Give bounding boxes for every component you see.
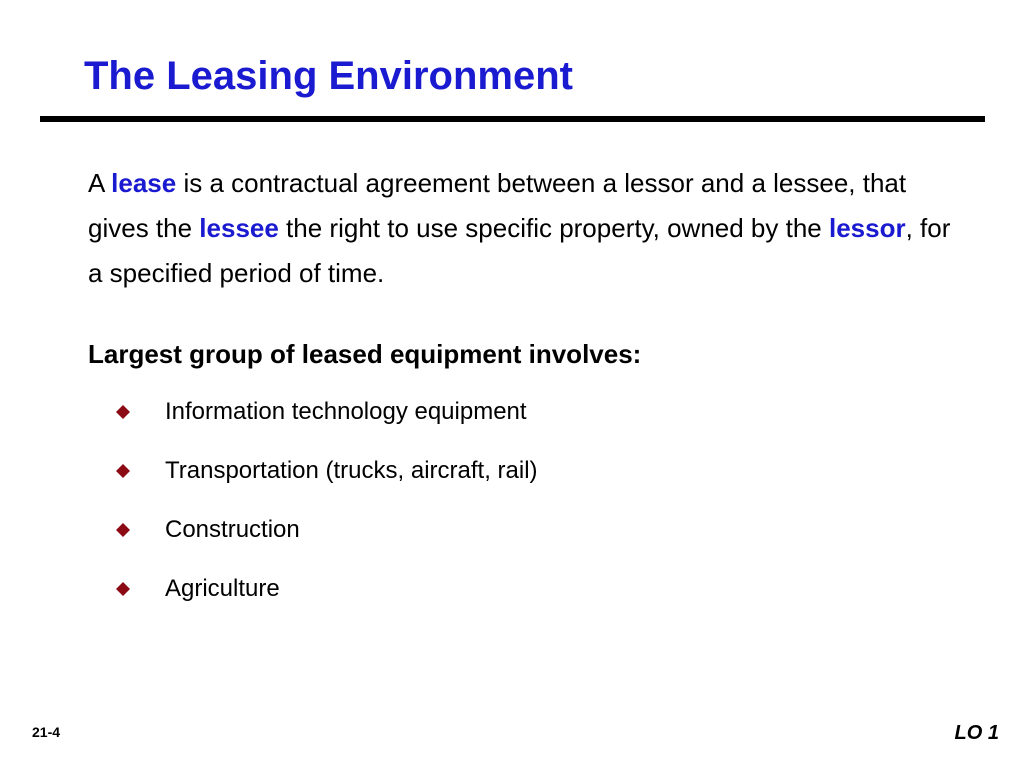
list-item: [113, 450, 538, 509]
section-heading: Largest group of leased equipment involves:: [88, 339, 642, 369]
key-term-lease: lease: [111, 168, 177, 198]
key-term-lessee: lessee: [199, 213, 279, 243]
diamond-icon: [116, 464, 130, 478]
intro-text-2: is a contractual agreement between a lessor and a lessee, that gives the: [88, 168, 907, 243]
slide-number: 21-4: [32, 724, 61, 740]
diamond-icon: [116, 523, 130, 537]
learning-objective-tag: LO 1: [954, 722, 999, 744]
diamond-icon: [116, 405, 130, 419]
diamond-icon: [116, 582, 130, 596]
list-item: [113, 568, 538, 627]
list-item-label: Transportation (trucks, aircraft, rail): [165, 457, 538, 484]
list-item: [113, 391, 538, 450]
intro-text-3: the right to use specific property, owned by the: [278, 213, 829, 243]
list-item-label: Information technology equipment: [165, 398, 527, 425]
intro-text-1: A: [88, 168, 112, 198]
list-item-label: Construction: [165, 516, 300, 543]
title-divider: [40, 116, 985, 122]
key-term-lessor: lessor: [828, 213, 906, 243]
intro-text-4: , for a specified period of time.: [88, 213, 951, 288]
list-item: [113, 509, 538, 568]
equipment-list: [113, 391, 538, 627]
page-title: The Leasing Environment: [84, 54, 573, 98]
definition-paragraph: [88, 161, 968, 296]
list-item-label: Agriculture: [165, 575, 280, 602]
